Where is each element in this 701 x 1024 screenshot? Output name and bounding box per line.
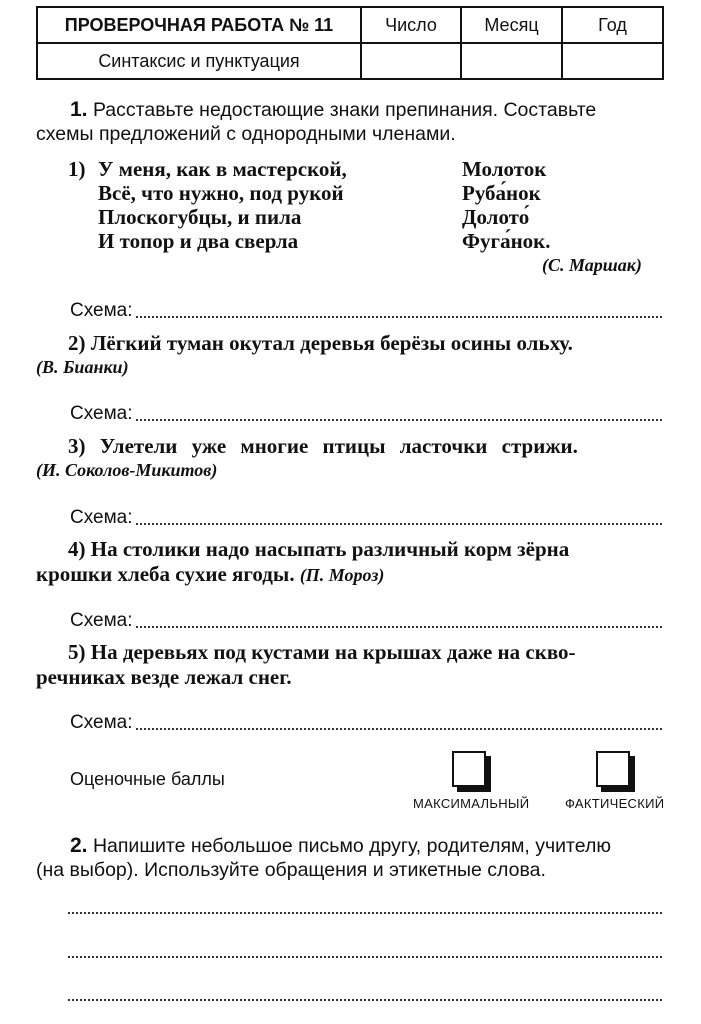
subject-title: Синтаксис и пунктуация [37, 43, 361, 79]
poem-line: Всё, что нужно, под рукой [98, 181, 344, 205]
sentence-2-author: (В. Бианки) [36, 357, 129, 377]
sentence-2: 2) Лёгкий туман окутал деревья берёзы осины ольху. [68, 331, 573, 355]
poem-left-column [98, 157, 347, 253]
task2-instruction [70, 834, 665, 858]
work-title: ПРОВЕРОЧНАЯ РАБОТА № 11 [37, 7, 361, 43]
schema-label: Схема: [70, 507, 133, 528]
schema-label: Схема: [70, 610, 133, 631]
answer-line[interactable] [136, 316, 662, 318]
max-score-label: МАКСИМАЛЬНЫЙ [413, 796, 530, 811]
year-header: Год [562, 7, 663, 43]
day-field[interactable] [361, 43, 461, 79]
letter-line[interactable] [68, 999, 662, 1001]
task2-instruction-line2: (на выбор). Используйте обращения и этикетные слова. [36, 859, 546, 881]
schema-label: Схема: [70, 403, 133, 424]
month-field[interactable] [461, 43, 562, 79]
task1-instruction [70, 98, 665, 122]
schema-label: Схема: [70, 712, 133, 733]
scores-label: Оценочные баллы [70, 769, 225, 789]
schema-row-5[interactable] [70, 710, 662, 734]
sentence-4-line2 [36, 562, 666, 588]
answer-line[interactable] [136, 523, 662, 525]
actual-score-label: ФАКТИЧЕСКИЙ [565, 796, 665, 811]
schema-row-3[interactable] [70, 505, 662, 529]
sentence-5-line2: речниках везде лежал снег. [36, 665, 292, 689]
answer-line[interactable] [136, 626, 662, 628]
answer-line[interactable] [136, 728, 662, 730]
letter-line[interactable] [68, 956, 662, 958]
task1-instruction-line1: Расставьте недостающие знаки препинания. Составьте [92, 99, 597, 121]
poem-line: У меня, как в мастерской, [98, 157, 347, 181]
actual-score-box[interactable] [596, 751, 630, 787]
poem-line: Фуга́нок. [462, 229, 551, 253]
day-header: Число [361, 7, 461, 43]
year-field[interactable] [562, 43, 663, 79]
schema-row-2[interactable] [70, 401, 662, 425]
schema-label: Схема: [70, 300, 133, 321]
poem-line: Долото́ [462, 205, 530, 229]
letter-line[interactable] [68, 912, 662, 914]
sentence-5-line1: 5) На деревьях под кустами на крышах даже на скво- [68, 640, 576, 664]
poem-line: Руба́нок [462, 181, 541, 205]
max-score-box[interactable] [452, 751, 486, 787]
month-header: Месяц [461, 7, 562, 43]
poem-line: Молоток [462, 157, 547, 181]
task2-instruction-line1: Напишите небольшое письмо другу, родителям, учителю [92, 835, 611, 857]
task1-instruction-line2: схемы предложений с однородными членами. [36, 123, 456, 145]
poem-item-number: 1) [68, 157, 86, 181]
schema-row-4[interactable] [70, 608, 662, 632]
poem-line: И топор и два сверла [98, 229, 299, 253]
task1-number: 1. [70, 98, 88, 121]
header-table [36, 6, 664, 80]
task2-number: 2. [70, 834, 88, 857]
poem-line: Плоскогубцы, и пила [98, 205, 302, 229]
poem-author: (С. Маршак) [542, 255, 642, 275]
sentence-3: 3) Улетели уже многие птицы ласточки стрижи. [68, 434, 578, 458]
sentence-3-author: (И. Соколов-Микитов) [36, 460, 218, 480]
answer-line[interactable] [136, 419, 662, 421]
sentence-4-text: крошки хлеба сухие ягоды. [36, 562, 295, 586]
poem-right-column [462, 157, 551, 253]
sentence-4-line1: 4) На столики надо насыпать различный корм зёрна [68, 537, 570, 561]
schema-row-1[interactable] [70, 298, 662, 322]
sentence-4-author: (П. Мороз) [299, 565, 385, 585]
